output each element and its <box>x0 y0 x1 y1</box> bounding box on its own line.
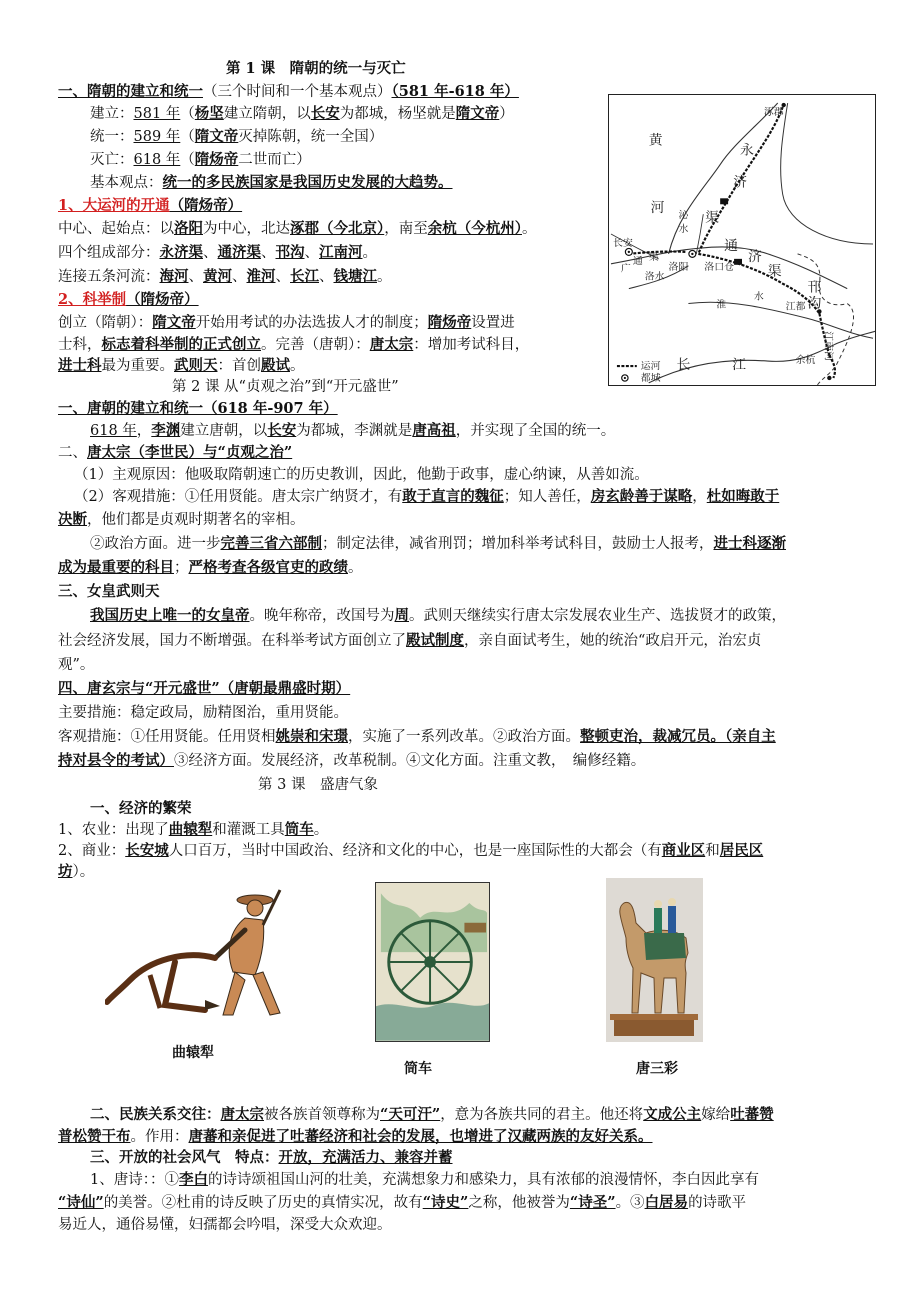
canal-heading <box>58 195 242 217</box>
sep: 、 <box>319 269 334 285</box>
rider-1 <box>654 908 662 933</box>
label: 建立： <box>90 106 134 122</box>
sep: 。 <box>362 245 377 261</box>
city-luoyang-dot <box>691 253 693 255</box>
label-changan: 长安 <box>612 237 633 249</box>
text: 2、商业： <box>58 843 126 859</box>
label: 基本观点： <box>90 175 163 191</box>
key-term: 武则天 <box>174 357 218 374</box>
leg-front <box>253 972 280 1015</box>
legend-capital: 都城 <box>640 372 661 384</box>
key-term: 杨坚 <box>194 105 224 122</box>
label-shui: 水 <box>678 224 689 236</box>
text: ）。 <box>72 864 95 880</box>
lesson2-sec1-heading <box>58 398 338 420</box>
key-term: 淮河 <box>246 268 276 285</box>
sep: 、 <box>275 269 290 285</box>
lesson2-sec2-p5 <box>58 557 363 579</box>
lesson2-sec2-heading <box>58 442 292 464</box>
key-term: 敢于直言的魏征 <box>402 488 504 505</box>
key-term: 通济渠 <box>217 244 261 261</box>
key-term: 殿试 <box>261 357 290 374</box>
key-term: 隋文帝 <box>194 128 239 145</box>
lesson1-title: 第 1 课 隋朝的统一与灭亡 <box>226 60 406 77</box>
grand-canal-map <box>608 94 876 386</box>
text: 之称，他被誉为 <box>468 1195 570 1211</box>
text: 。③ <box>615 1195 645 1211</box>
key-term: 邗沟 <box>275 244 305 261</box>
text: 。 <box>313 822 329 838</box>
key-term: 决断 <box>58 511 87 528</box>
label-han: 邗 <box>807 279 822 296</box>
text: 士科， <box>58 337 102 353</box>
plough-share <box>205 1000 220 1010</box>
line-fall <box>90 149 311 171</box>
lesson2-sec1-line <box>90 420 615 442</box>
exam-title: 2、科举制 <box>58 291 127 308</box>
sec1-range: （581 年-618 年） <box>391 83 519 100</box>
key-term: 文成公主 <box>643 1106 702 1123</box>
key-term: 标志着科举制的正式创立 <box>101 336 261 353</box>
label-guang: 广 <box>620 263 631 275</box>
lesson3-title: 第 3 课 盛唐气象 <box>258 777 378 793</box>
text: 客观措施：①任用贤能。任用贤相 <box>58 729 276 745</box>
sep: ； <box>174 560 189 576</box>
lesson3-sec2-line1 <box>90 1104 774 1126</box>
plough-illustration <box>105 880 295 1020</box>
lesson2-title: 第 2 课 从“贞观之治”到“开元盛世” <box>172 379 399 395</box>
label: 灭亡： <box>90 152 134 168</box>
key-term: 白居易 <box>644 1194 689 1211</box>
text: ②政治方面。进一步 <box>90 536 221 552</box>
whip <box>263 890 280 925</box>
text: ，亲自面试考生，她的统治“政启开元，治宏贞 <box>464 633 762 649</box>
text: 人口百万，当时中国政治、经济和文化的中心，也是一座国际性的大都会（有 <box>168 843 662 859</box>
key-term: 成为最重要的科目 <box>58 559 174 576</box>
text: 建立隋朝，以 <box>223 106 311 122</box>
text: 最为重要。 <box>101 358 174 374</box>
sep: 、 <box>261 245 276 261</box>
city-changan-dot <box>628 251 630 253</box>
rider-1-head <box>654 900 662 908</box>
text: 为都城，杨坚就是 <box>339 106 456 122</box>
label-zhuojun: 涿郡 <box>763 106 784 118</box>
canal-parts-line <box>58 242 377 264</box>
base-top <box>610 1014 698 1020</box>
sep: 、 <box>232 269 247 285</box>
key-term: 李渊 <box>151 422 181 439</box>
paren: （ <box>180 129 195 145</box>
key-term: 商业区 <box>661 842 706 859</box>
rider-2-head <box>668 898 676 906</box>
plough-picture <box>105 880 295 1020</box>
lesson3-poem-line2 <box>58 1192 746 1214</box>
label-huai: 淮 <box>716 299 727 311</box>
tangsancai-picture <box>606 878 703 1042</box>
text: 。作用： <box>130 1129 189 1145</box>
key-term: 长安 <box>310 105 340 122</box>
sec1-note: （三个时间和一个基本观点） <box>203 84 392 100</box>
plough-frame <box>165 962 205 1010</box>
text: 。完善（唐朝）： <box>261 337 370 353</box>
key-term: 统一的多民族国家是我国历史发展的大趋势。 <box>162 174 453 191</box>
text: 建立唐朝，以 <box>180 423 268 439</box>
hai-river <box>781 103 873 244</box>
heading: 一、唐朝的建立和统一 <box>58 400 203 417</box>
label-tong1: 通 <box>632 255 643 267</box>
key-term: 李白 <box>178 1171 208 1188</box>
label-yong: 永 <box>740 142 754 159</box>
key-term: 唐太宗 <box>369 336 414 353</box>
text: 。晚年称帝，改国号为 <box>249 608 395 624</box>
label-chang: 长 <box>676 357 691 374</box>
label-jiangnan: 江南河 <box>822 331 834 362</box>
grand-canal-map-svg <box>609 95 875 385</box>
label-qu2: 渠 <box>648 251 659 263</box>
text: 。 <box>522 221 537 237</box>
key-term: “诗史” <box>422 1194 469 1211</box>
lesson2-sec4-heading: 四、唐玄宗与“开元盛世”（唐朝最鼎盛时期） <box>58 680 351 697</box>
key-term: 钱塘江 <box>333 268 377 285</box>
text: ， <box>692 489 707 505</box>
text: 1、唐诗：：① <box>90 1172 179 1188</box>
text: ，他们都是贞观时期著名的宰相。 <box>87 512 305 528</box>
key-term: “天可汗” <box>380 1106 441 1123</box>
key-term: 隋炀帝 <box>427 314 472 331</box>
key-term: 洛阳 <box>174 220 203 237</box>
key-term: 普松赞干布 <box>58 1128 131 1145</box>
waterwheel-picture <box>375 882 490 1042</box>
key-term: 房玄龄善于谋略 <box>590 488 693 505</box>
lesson2-sec3-p3: 观”。 <box>58 657 95 673</box>
label-qu3: 渠 <box>767 263 782 280</box>
heading: 唐太宗（李世民）与“贞观之治” <box>87 444 293 461</box>
lesson3-sec1-heading: 一、经济的繁荣 <box>90 800 192 817</box>
line-unify <box>90 126 383 148</box>
text: 。武则天继续实行唐太宗发展农业生产、选拔贤才的政策， <box>409 608 786 624</box>
text: 创立（隋朝）： <box>58 315 153 331</box>
label-tong2: 通 <box>724 237 739 254</box>
key-term: 隋文帝 <box>152 314 196 331</box>
key-term: 开放，充满活力、兼容并蓄 <box>278 1149 453 1166</box>
paren: ） <box>499 106 514 122</box>
label-luoyang: 洛阳 <box>668 261 689 273</box>
key-term: 进士科逐渐 <box>713 535 786 552</box>
legend-canal: 运河 <box>640 361 661 373</box>
label-jiang: 江 <box>732 357 746 374</box>
trough <box>464 923 486 933</box>
head <box>247 900 263 916</box>
rider-2 <box>668 906 676 933</box>
heading: 二、民族关系交往： <box>90 1106 221 1123</box>
text: 的诗歌平 <box>688 1195 747 1211</box>
lesson2-sec2-p1: （1）主观原因：他吸取隋朝速亡的历史教训，因此，他勤于政事，虚心纳谏，从善如流。 <box>74 467 649 483</box>
key-term: 筒车 <box>284 821 314 838</box>
label: 统一： <box>90 129 134 145</box>
year: 589 年 <box>133 129 181 145</box>
text: ，南至 <box>384 221 428 237</box>
label-qu1: 渠 <box>705 210 720 227</box>
caption-plough: 曲辕犁 <box>172 1045 214 1061</box>
exam-emperor: （隋炀帝） <box>126 291 199 308</box>
label-he: 河 <box>650 200 665 217</box>
text: 开始用考试的办法选拔人才的制度； <box>195 315 428 331</box>
key-term: 居民区 <box>719 842 764 859</box>
key-term: 持对县令的考试） <box>58 752 174 769</box>
lesson2-sec3-p1 <box>90 605 786 627</box>
key-term: 我国历史上唯一的女皇帝 <box>90 607 250 624</box>
key-term: 唐蕃和亲促进了吐蕃经济和社会的发展，也增进了汉藏两族的友好关系。 <box>188 1128 653 1145</box>
lesson3-sec3-heading <box>90 1147 453 1169</box>
text: 的诗诗颂祖国山河的壮美，充满想象力和感染力，具有浓郁的浪漫情怀，李白因此享有 <box>207 1172 759 1188</box>
lesson3-sec2-line2 <box>58 1126 653 1148</box>
key-term: 隋炀帝 <box>194 151 239 168</box>
text: ③经济方面。发展经济，改革税制。④文化方面。注重文教， 编修经籍。 <box>174 753 646 769</box>
text: 中心、起始点：以 <box>58 221 174 237</box>
canal-title: 1、大运河的开通 <box>58 197 170 214</box>
text: ：首创 <box>217 358 261 374</box>
text: 四个组成部分： <box>58 245 160 261</box>
lesson3-comm-line1 <box>58 840 763 862</box>
line-founded <box>90 103 514 125</box>
text: 1、农业：出现了 <box>58 822 169 838</box>
text: 和灌溉工具 <box>212 822 285 838</box>
label-huang: 黄 <box>648 132 663 149</box>
exam-line-1 <box>58 312 515 334</box>
key-term: 进士科 <box>58 357 102 374</box>
num: 二、 <box>58 445 87 461</box>
key-term: “诗仙” <box>58 1194 104 1211</box>
key-term: 唐高祖 <box>412 422 456 439</box>
lesson2-sec3-heading: 三、女皇武则天 <box>58 583 160 600</box>
key-term: 周 <box>394 607 409 624</box>
text: 设置进 <box>471 315 515 331</box>
key-term: 吐蕃赞 <box>730 1106 774 1123</box>
granary-icon <box>734 259 742 265</box>
key-term: 永济渠 <box>159 244 203 261</box>
year: 618 年 <box>90 423 137 439</box>
sep: 、 <box>188 269 203 285</box>
canal-emperor: （隋炀帝） <box>169 197 243 214</box>
plough-stand <box>150 975 160 1008</box>
key-term: 唐太宗 <box>220 1106 264 1123</box>
key-term: 杜如晦敢于 <box>706 488 780 505</box>
waterwheel-illustration <box>376 883 489 1041</box>
text: 连接五条河流： <box>58 269 160 285</box>
exam-heading <box>58 289 199 311</box>
key-term: “诗圣” <box>569 1194 616 1211</box>
label-yuhang: 余杭 <box>795 355 816 367</box>
sep: 、 <box>203 245 218 261</box>
key-term: 涿郡（今北京） <box>290 220 385 237</box>
key-term: 海河 <box>159 268 189 285</box>
key-term: 长安城 <box>125 842 169 859</box>
lesson1-sec1-heading <box>58 81 519 103</box>
key-term: 严格考查各级官吏的政绩 <box>188 559 348 576</box>
granary-icon <box>720 198 728 204</box>
text: 社会经济发展，国力不断增强。在科举考试方面创立了 <box>58 633 406 649</box>
exam-line-2 <box>58 334 529 356</box>
text: ；制定法律，减省刑罚；增加科举考试科目，鼓励士人报考， <box>322 536 714 552</box>
key-term: 曲辕犁 <box>168 821 213 838</box>
sep: 。 <box>348 560 363 576</box>
key-term: 余杭（今杭州） <box>427 220 522 237</box>
text: 和 <box>705 843 720 859</box>
paren: （ <box>180 152 195 168</box>
key-term: 江南河 <box>319 244 363 261</box>
lesson3-poem-line3: 易近人，通俗易懂，妇孺都会吟唱，深受大众欢迎。 <box>58 1217 392 1233</box>
text: 被各族首领尊称为 <box>264 1107 380 1123</box>
paren: （ <box>180 106 195 122</box>
plough-beam <box>107 955 215 1002</box>
city-yuhang <box>827 376 831 380</box>
label-ji1: 济 <box>733 174 747 191</box>
text: ：增加考试科目， <box>413 337 530 353</box>
sep: 。 <box>377 269 392 285</box>
label-luokou: 洛口仓 <box>704 261 735 273</box>
key-term: 隋文帝 <box>455 105 500 122</box>
text: 为中心，北达 <box>203 221 290 237</box>
lesson3-agri-line <box>58 819 328 841</box>
body <box>229 918 264 975</box>
key-term: 坊 <box>58 863 73 880</box>
range: （618 年-907 年） <box>203 400 338 417</box>
sep: ， <box>136 423 152 439</box>
lesson2-sec2-p3 <box>58 509 305 531</box>
canal-center-line <box>58 218 537 240</box>
year: 581 年 <box>133 106 181 122</box>
lesson2-sec2-p2 <box>74 486 779 508</box>
lesson3-comm-line2 <box>58 861 94 883</box>
canal-rivers-line <box>58 266 392 288</box>
leg-back <box>223 972 245 1015</box>
text: 为都城，李渊就是 <box>296 423 413 439</box>
key-term: 长安 <box>267 422 297 439</box>
text: 二世而亡） <box>238 152 311 168</box>
key-term: 姚崇和宋璟 <box>275 728 348 745</box>
key-term: 殿试制度 <box>406 632 464 649</box>
text: ；知人善任， <box>503 489 591 505</box>
text: 嫁给 <box>701 1107 731 1123</box>
label-gou: 沟 <box>807 295 822 312</box>
heading: 三、开放的社会风气 特点： <box>90 1149 279 1166</box>
lesson3-poem-line1 <box>90 1169 759 1191</box>
wooden-base <box>614 1018 694 1036</box>
key-term: 完善三省六部制 <box>220 535 322 552</box>
label-jiangdu: 江都 <box>785 301 806 313</box>
text: 。 <box>290 358 305 374</box>
sep: 、 <box>304 245 319 261</box>
legend-capital-dot <box>624 377 626 379</box>
year: 618 年 <box>133 152 181 168</box>
label-qin: 沁 <box>678 210 689 222</box>
water <box>376 1003 489 1041</box>
lesson2-sec4-p3 <box>58 750 645 772</box>
label-ji2: 济 <box>747 248 762 265</box>
exam-line-3 <box>58 355 305 377</box>
label-huaishui: 水 <box>753 291 764 303</box>
lesson2-sec2-p4 <box>90 533 786 555</box>
text: ，意为各族共同的君主。他还将 <box>440 1107 644 1123</box>
label-luoshui: 洛水 <box>644 271 665 283</box>
key-term: 黄河 <box>203 268 232 285</box>
key-term: 整顿吏治，裁减冗员。（亲自主 <box>580 728 776 745</box>
text: ，并实现了全国的统一。 <box>455 423 616 439</box>
text: 的美誉。②杜甫的诗反映了历史的真情实况，故有 <box>103 1195 423 1211</box>
key-term: 长江 <box>290 268 319 285</box>
text: 灭掉陈朝，统一全国） <box>238 129 384 145</box>
text: ，实施了一系列改革。②政治方面。 <box>348 729 580 745</box>
lesson2-sec4-p2 <box>58 726 776 748</box>
sec1-head: 一、隋朝的建立和统一 <box>58 83 203 100</box>
text: （2）客观措施：①任用贤能。唐太宗广纳贤才，有 <box>74 489 403 505</box>
lesson2-sec3-p2 <box>58 630 761 652</box>
line-viewpoint <box>90 172 453 194</box>
caption-waterwheel: 筒车 <box>404 1061 432 1077</box>
lesson2-sec4-p1: 主要措施：稳定政局，励精图治，重用贤能。 <box>58 705 348 721</box>
saddle-cloth <box>644 933 686 960</box>
tangsancai-illustration <box>606 878 703 1042</box>
caption-tangsancai: 唐三彩 <box>636 1061 678 1077</box>
